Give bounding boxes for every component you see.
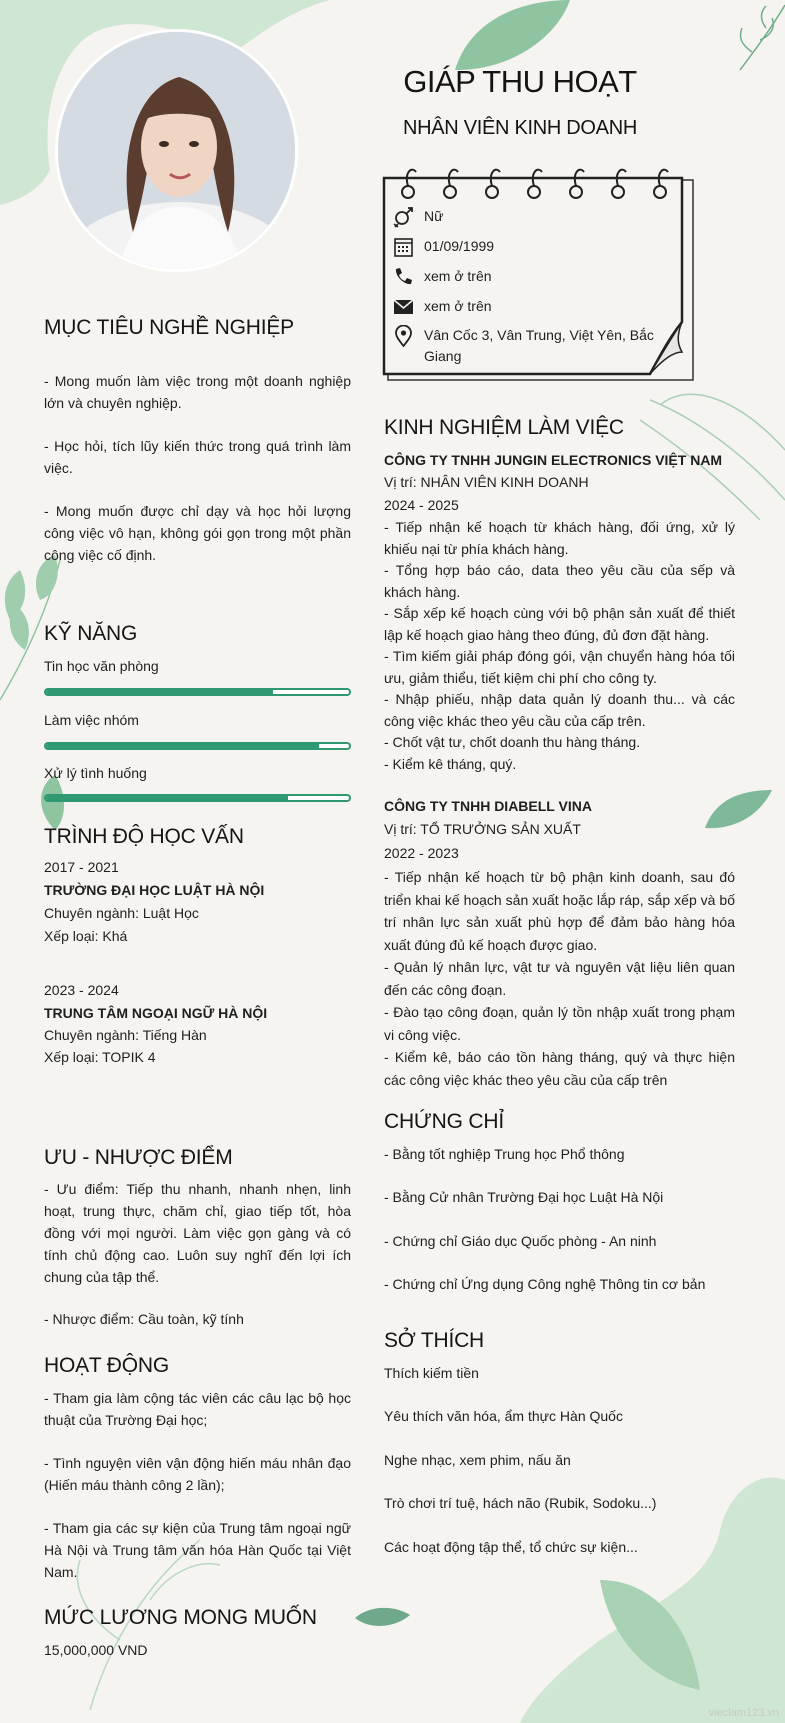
contact-phone bbox=[392, 266, 492, 292]
address-line-1: Vân Cốc 3, Vân Trung, Việt Yên, Bắc bbox=[424, 327, 654, 343]
job-duty: - Kiểm kê, báo cáo tồn hàng tháng, quý và thực hiện các công việc khác theo yêu cầu của cấp trên bbox=[384, 1049, 735, 1088]
job-position: Vị trí: TỔ TRƯỞNG SẢN XUẤT bbox=[384, 821, 581, 837]
gender-icon bbox=[392, 206, 416, 228]
skill-label: Xử lý tình huống bbox=[44, 765, 147, 781]
skill-label: Làm việc nhóm bbox=[44, 712, 139, 728]
skill-bar bbox=[44, 794, 351, 802]
hobby-item: Thích kiếm tiền bbox=[384, 1365, 479, 1381]
hobbies-heading: SỞ THÍCH bbox=[384, 1329, 485, 1352]
certificate-item: - Bằng tốt nghiệp Trung học Phổ thông bbox=[384, 1146, 625, 1162]
skill-bar-fill bbox=[46, 744, 319, 748]
job-duty: - Tiếp nhận kế hoạch từ khách hàng, đối ứng, xử lý khiếu nại từ phía khách hàng. bbox=[384, 519, 735, 557]
email-value: xem ở trên bbox=[424, 298, 492, 314]
profile-photo bbox=[58, 32, 298, 272]
job-duty: - Chốt vật tư, chốt doanh thu hàng tháng. bbox=[384, 734, 641, 750]
education-major: Chuyên ngành: Luật Học bbox=[44, 905, 199, 921]
education-years: 2017 - 2021 bbox=[44, 859, 119, 875]
address-line-2: Giang bbox=[424, 348, 462, 364]
job-duties bbox=[384, 517, 735, 775]
certificates-heading: CHỨNG CHỈ bbox=[384, 1110, 504, 1133]
contact-address bbox=[392, 325, 654, 364]
certificate-item: - Chứng chỉ Ứng dụng Công nghệ Thông tin cơ bản bbox=[384, 1276, 706, 1292]
strengths-heading: ƯU - NHƯỢC ĐIỂM bbox=[44, 1146, 233, 1169]
hobby-item: Nghe nhạc, xem phim, nấu ăn bbox=[384, 1452, 571, 1468]
strengths-pros: - Ưu điểm: Tiếp thu nhanh, nhanh nhẹn, linh hoạt, trung thực, chăm chỉ, giao tiếp tốt, hòa đồng với mọi người. Làm việc gọn gàng và có tính chủ động cao. Luôn suy nghĩ đến lợi ích chung của tập thể. bbox=[44, 1181, 351, 1285]
calendar-icon bbox=[392, 236, 416, 258]
skills-heading: KỸ NĂNG bbox=[44, 622, 138, 645]
skill-label: Tin học văn phòng bbox=[44, 658, 159, 674]
salary-value: 15,000,000 VND bbox=[44, 1642, 148, 1658]
job-duty: - Tiếp nhận kế hoạch từ bộ phận kinh doanh, sau đó triển khai kế hoạch sản xuất hoặc lắp ráp, sắp xếp và bố trí nhân lực sản xuất phù hợp để đảm bảo hàng hóa xuất đúng đủ kế hoạch được giao. bbox=[384, 869, 735, 953]
experience-heading: KINH NGHIỆM LÀM VIỆC bbox=[384, 416, 624, 439]
hobby-item: Trò chơi trí tuệ, hách não (Rubik, Sodoku...) bbox=[384, 1495, 657, 1511]
strengths-cons: - Nhược điểm: Cầu toàn, kỹ tính bbox=[44, 1311, 244, 1327]
email-icon bbox=[392, 296, 416, 318]
phone-icon bbox=[392, 266, 416, 288]
salary-heading: MỨC LƯƠNG MONG MUỐN bbox=[44, 1606, 317, 1629]
avatar bbox=[55, 29, 298, 272]
certificate-item: - Chứng chỉ Giáo dục Quốc phòng - An ninh bbox=[384, 1233, 657, 1249]
job-years: 2022 - 2023 bbox=[384, 845, 459, 861]
full-name: GIÁP THU HOẠT bbox=[403, 64, 637, 99]
phone-value: xem ở trên bbox=[424, 268, 492, 284]
objective-heading: MỤC TIÊU NGHỀ NGHIỆP bbox=[44, 316, 294, 339]
objective-item: - Mong muốn làm việc trong một doanh nghiệp lớn và chuyên nghiệp. bbox=[44, 373, 351, 411]
activity-item: - Tình nguyện viên vận động hiến máu nhân đạo (Hiến máu thành công 2 lần); bbox=[44, 1455, 351, 1493]
skill-bar bbox=[44, 742, 351, 750]
watermark: vieclam123.vn bbox=[708, 1707, 779, 1719]
job-duty: - Đào tạo công đoạn, quản lý tồn nhập xuất trong phạm vi công việc. bbox=[384, 1004, 735, 1043]
education-years: 2023 - 2024 bbox=[44, 982, 119, 998]
job-duty: - Sắp xếp kế hoạch cùng với bộ phận sản xuất để thiết lập kế hoạch giao hàng theo đúng, đủ đơn đặt hàng. bbox=[384, 605, 735, 643]
activities-heading: HOẠT ĐỘNG bbox=[44, 1354, 169, 1377]
location-pin-icon bbox=[392, 325, 416, 347]
job-duty: - Tổng hợp báo cáo, data theo yêu cầu của sếp và khách hàng. bbox=[384, 562, 735, 600]
objective-item: - Mong muốn được chỉ dạy và học hỏi lượng công việc vô hạn, không gói gọn trong một phần công việc cố định. bbox=[44, 503, 351, 563]
job-duty: - Kiểm kê tháng, quý. bbox=[384, 755, 517, 772]
contact-gender bbox=[392, 206, 443, 232]
job-company: CÔNG TY TNHH JUNGIN ELECTRONICS VIỆT NAM bbox=[384, 452, 723, 468]
activity-item: - Tham gia các sự kiện của Trung tâm ngoại ngữ Hà Nội và Trung tâm văn hóa Hàn Quốc tại Việt Nam. bbox=[44, 1520, 351, 1580]
job-duty: - Quản lý nhân lực, vật tư và nguyên vật liệu liên quan đến các công đoạn. bbox=[384, 959, 735, 998]
gender-value: Nữ bbox=[424, 208, 444, 224]
contact-birthday bbox=[392, 236, 494, 262]
hobby-item: Yêu thích văn hóa, ẩm thực Hàn Quốc bbox=[384, 1408, 623, 1424]
hobby-item: Các hoạt động tập thể, tổ chức sự kiện... bbox=[384, 1539, 638, 1555]
job-duty: - Tìm kiếm giải pháp đóng gói, vận chuyển hàng hóa tối ưu, giảm thiểu, tiết kiệm chi phí cho công ty. bbox=[384, 648, 735, 686]
activity-item: - Tham gia làm cộng tác viên các câu lạc bộ học thuật của Trường Đại học; bbox=[44, 1390, 351, 1428]
job-company: CÔNG TY TNHH DIABELL VINA bbox=[384, 798, 592, 814]
job-duties bbox=[384, 866, 735, 1091]
birthday-value: 01/09/1999 bbox=[424, 238, 495, 254]
education-heading: TRÌNH ĐỘ HỌC VẤN bbox=[44, 825, 244, 848]
objective-item: - Học hỏi, tích lũy kiến thức trong quá trình làm việc. bbox=[44, 438, 351, 476]
certificate-item: - Bằng Cử nhân Trường Đại học Luật Hà Nội bbox=[384, 1189, 664, 1205]
education-school: TRUNG TÂM NGOẠI NGỮ HÀ NỘI bbox=[44, 1005, 268, 1021]
education-grade: Xếp loại: TOPIK 4 bbox=[44, 1049, 156, 1065]
education-major: Chuyên ngành: Tiếng Hàn bbox=[44, 1027, 207, 1043]
skill-bar-fill bbox=[46, 796, 288, 800]
job-title: NHÂN VIÊN KINH DOANH bbox=[402, 117, 638, 139]
education-school: TRƯỜNG ĐẠI HỌC LUẬT HÀ NỘI bbox=[44, 882, 265, 898]
contact-email bbox=[392, 296, 492, 322]
job-years: 2024 - 2025 bbox=[384, 497, 459, 513]
job-duty: - Nhập phiếu, nhập data quản lý doanh thu... và các công việc khác theo yêu cầu của cấp trên. bbox=[384, 691, 735, 729]
education-grade: Xếp loại: Khá bbox=[44, 928, 128, 944]
job-position: Vị trí: NHÂN VIÊN KINH DOANH bbox=[384, 474, 589, 490]
skill-bar bbox=[44, 688, 351, 696]
skill-bar-fill bbox=[46, 690, 273, 694]
